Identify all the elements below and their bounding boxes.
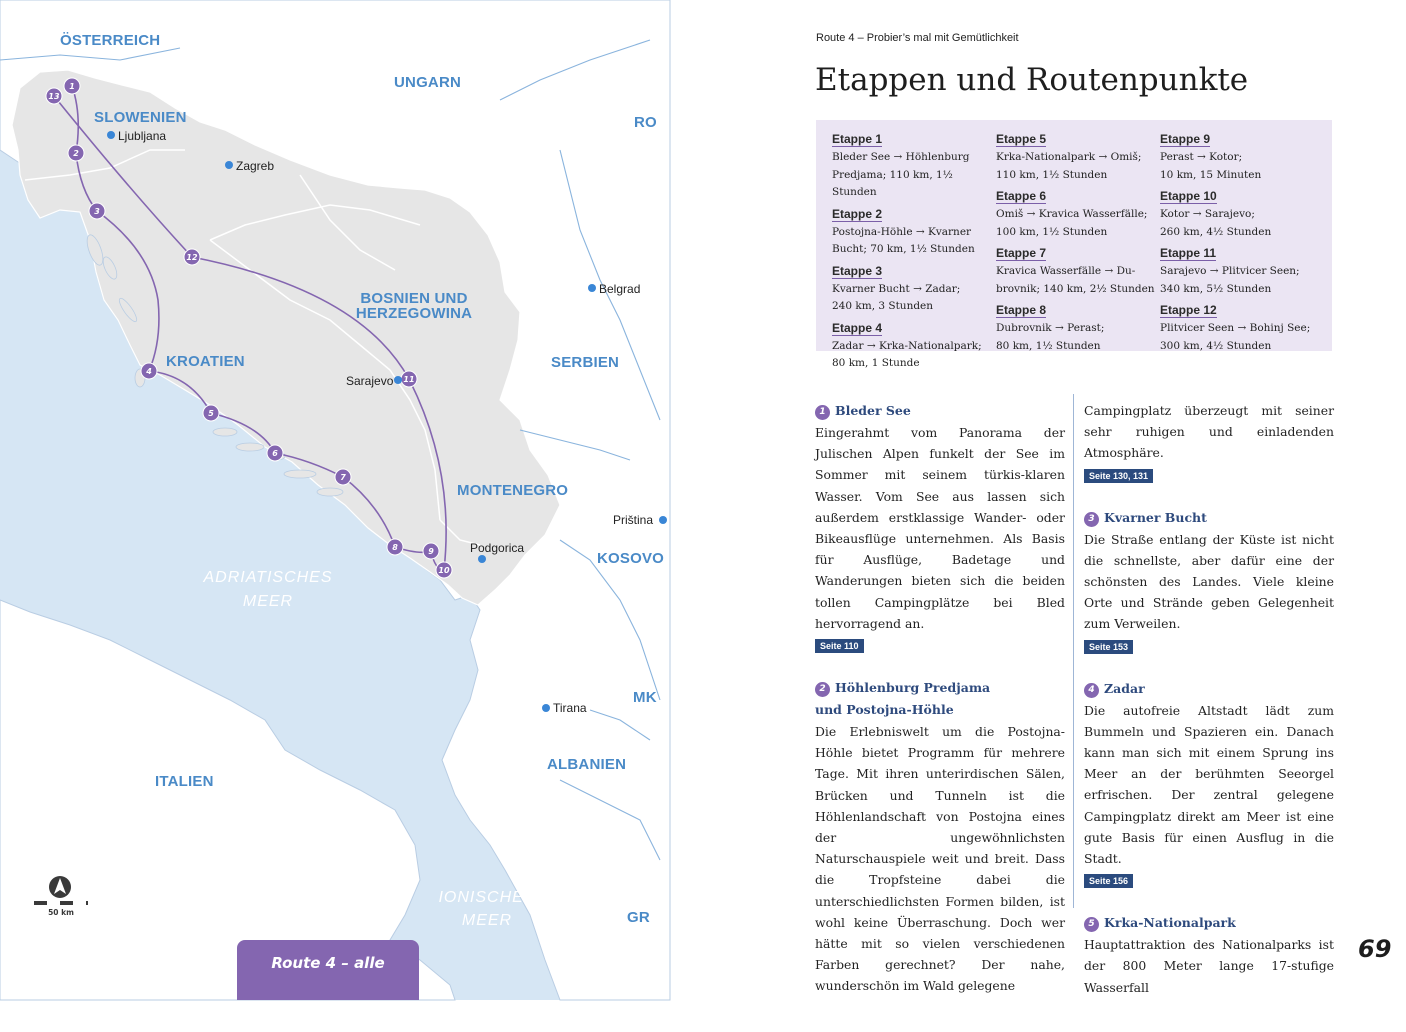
city-pristina: Priština [613,513,654,527]
section-krka [1084,912,1334,998]
stage-route: Perast → Kotor; [1160,151,1243,163]
section-title-text: Zadar [1104,680,1145,696]
city-tirana: Tirana [553,701,587,715]
stage-route: Omiš → Kravica Wasserfälle; [996,208,1148,220]
label-adriatic-1: ADRIATISCHES [203,569,333,586]
section-body: Campingplatz überzeugt mit seiner sehr ruhigen und einladenden Atmosphäre. [1084,403,1334,461]
label-north-macedonia: MK [633,689,657,706]
stage-item [1160,185,1322,241]
section-title-text: Kvarner Bucht [1104,509,1207,525]
label-ionian-2: MEER [461,912,513,929]
stage-item [996,128,1158,184]
svg-text:7: 7 [340,473,346,482]
city-dot-podgorica [478,555,486,563]
map-title: Route 4 – alle Etappen [237,940,419,1000]
number-badge: 5 [1084,917,1099,932]
stage-details: 300 km, 4½ Stunden [1160,339,1272,352]
stop-5 [203,405,219,421]
svg-text:10: 10 [438,566,450,575]
label-tyrrhenian-1: TYRRHENISCHES [21,939,171,956]
stop-9 [423,543,439,559]
stage-details: 80 km, 1½ Stunden [996,339,1101,352]
page-reference-badge: Seite 153 [1084,640,1133,654]
stage-item [832,317,994,373]
label-serbia: SERBIEN [551,354,620,371]
stop-1 [64,78,80,94]
page-number: 69 [1358,935,1392,963]
section-title-text: Krka-Nationalpark [1104,915,1236,931]
stage-details: brovnik; 140 km, 2½ Stunden [996,282,1155,295]
svg-text:12: 12 [186,253,198,262]
stage-route: Sarajevo → Plitvicer Seen; [1160,265,1300,277]
text-column-right [1084,400,1334,1022]
stage-title: Etappe 1 [832,132,883,146]
stage-route: Plitvicer Seen → Bohinj See; [1160,322,1311,334]
stop-3 [89,203,105,219]
label-slovenia: SLOWENIEN [94,109,187,126]
stage-item [1160,128,1322,184]
svg-text:3: 3 [94,207,100,216]
stop-11 [401,371,417,387]
city-belgrade: Belgrad [599,282,641,296]
section-title [1084,912,1334,934]
section-zadar [1084,678,1334,889]
stop-10 [436,562,452,578]
city-dot-sarajevo [394,376,402,384]
section-title-text: Bleder See [835,403,911,418]
stages-column-2 [996,128,1158,356]
stage-route: Zadar → Krka-Nationalpark; [832,339,982,352]
stage-item [996,185,1158,241]
stage-route: Kravica Wasserfälle → Du- [996,265,1136,277]
stage-route: Kvarner Bucht → Zadar; [832,282,961,295]
stages-box [816,120,1332,369]
section-title [1084,678,1334,700]
svg-text:8: 8 [392,543,398,552]
stop-2 [68,145,84,161]
label-austria: ÖSTERREICH [60,32,161,49]
city-dot-zagreb [225,161,233,169]
map-graphic [0,0,670,1000]
stop-7 [335,469,351,485]
label-bosnia-2: HERZEGOWINA [355,305,473,322]
section-body: Eingerahmt vom Panorama der Julischen Alpen funkelt der See im Sommer mit seinem türkis-klaren Wasser. Vom See aus lassen sich außerdem erstklassige Wander- oder Bikeausflüge unternehmen. Als Basis für Ausflüge, Badetage und Wanderungen bieten sich die beiden tollen Campingplätze bei Bled hervorragend an. [815,425,1065,631]
stage-details: 80 km, 1 Stunde [832,357,920,369]
page-title: Etappen und Routenpunkte [815,62,1249,98]
number-badge: 3 [1084,512,1099,527]
stages-column-3 [1160,128,1322,356]
page-reference-badge: Seite 130, 131 [1084,469,1153,483]
stage-title: Etappe 12 [1160,303,1217,317]
stage-route: Bleder See → Höhlenburg [832,151,970,163]
stage-title: Etappe 10 [1160,189,1217,203]
stage-details: 260 km, 4½ Stunden [1160,225,1272,238]
section-predjama [815,677,1065,997]
stage-details: 10 km, 15 Minuten [1160,168,1262,181]
running-head: Route 4 – Probier’s mal mit Gemütlichkeit [816,32,1019,44]
stage-item [996,242,1158,298]
city-dot-belgrade [588,284,596,292]
svg-text:1: 1 [69,82,75,91]
stop-4 [141,363,157,379]
section-body: Die Erlebniswelt um die Postojna-Höhle bietet Programm für mehrere Tage. Mit ihren unterirdischen Sälen, Brücken und Tunneln ist die Höhlenlandschaft von Postojna eines der ungewöhnlichsten Naturschauspiele weit und breit. Dass die Tropfsteine dabei die unterschiedlichsten Formen bilden, ist wohl keine Überraschung. Doch wer hätte mit so vielen verschiedenen Farben gerechnet? Der nahe, wunderschön im Wald gelegene [815,724,1065,994]
label-montenegro: MONTENEGRO [457,482,569,499]
svg-text:13: 13 [48,92,60,101]
stage-title: Etappe 6 [996,189,1047,203]
svg-text:4: 4 [146,367,152,376]
city-zagreb: Zagreb [236,159,275,173]
stage-item [832,203,994,259]
stage-route: Postojna-Höhle → Kvarner [832,225,972,238]
number-badge: 4 [1084,683,1099,698]
text-page [670,0,1406,1000]
section-title [815,400,1065,422]
svg-text:5: 5 [208,409,214,418]
label-greece: GR [627,909,650,926]
svg-text:9: 9 [428,547,434,556]
section-body: Die Straße entlang der Küste ist nicht die schnellste, aber dafür eine der schönsten des Landes. Viele kleine Orte und Strände geben Gelegenheit zum Verweilen. [1084,531,1334,632]
label-tyrrhenian-2: MEER [70,962,122,979]
stage-item [1160,299,1322,355]
section-body: Hauptattraktion des Nationalparks ist der 800 Meter lange 17-stufige Wasserfall [1084,937,1334,995]
north-arrow-icon [49,876,71,898]
label-kosovo: KOSOVO [597,550,665,567]
city-dot-ljubljana [107,131,115,139]
stage-title: Etappe 4 [832,320,883,335]
section-body: Die autofreie Altstadt lädt zum Bummeln und Spazieren ein. Danach kann man sich mit einem Sprung ins Meer an der berühmten Seeorgel erfrischen. Der zentral gelegene Campingplatz direkt am Meer ist eine gute Basis für einen Ausflug in die Stadt. [1084,702,1334,867]
text-column-left [815,400,1065,1021]
stop-8 [387,539,403,555]
stage-details: 340 km, 5½ Stunden [1160,282,1272,295]
route-map [0,0,670,1018]
stage-title: Etappe 2 [832,206,883,221]
city-dot-pristina [659,516,667,524]
stage-details: 240 km, 3 Stunden [832,300,934,312]
number-badge: 2 [815,682,830,697]
city-podgorica: Podgorica [470,541,525,555]
page-reference-badge: Seite 156 [1084,874,1133,888]
city-ljubljana: Ljubljana [118,129,167,143]
stage-title: Etappe 9 [1160,132,1211,146]
stage-title: Etappe 8 [996,303,1047,317]
city-dot-tirana [542,704,550,712]
stage-item [832,260,994,316]
section-title [815,677,1065,699]
section-kvarner-bucht [1084,507,1334,654]
stage-title: Etappe 3 [832,263,883,278]
label-hungary: UNGARN [394,74,462,91]
scale-label: 50 km [48,908,74,917]
label-italy: ITALIEN [155,773,214,790]
stage-details: Bucht; 70 km, 1½ Stunden [832,243,975,255]
stop-6 [267,445,283,461]
stage-item [996,299,1158,355]
stage-route: Dubrovnik → Perast; [996,322,1105,334]
stage-title: Etappe 7 [996,246,1047,260]
stage-item [832,128,994,202]
stage-item [1160,242,1322,298]
stage-route: Krka-Nationalpark → Omiš; [996,151,1142,163]
label-bosnia-1: BOSNIEN UND [360,290,468,307]
stage-details: Predjama; 110 km, 1½ Stunden [832,168,953,198]
section-bleder-see [815,400,1065,653]
label-albania: ALBANIEN [547,756,627,773]
section-title-line-2: und Postojna-Höhle [815,702,954,718]
section-title-text: Höhlenburg Predjama [835,680,991,696]
label-romania: RO [634,114,657,131]
section-predjama-continued [1084,400,1334,483]
svg-text:11: 11 [403,375,415,384]
stage-details: 100 km, 1½ Stunden [996,225,1108,238]
label-ionian-1: IONISCHES [438,889,536,906]
stop-12 [184,249,200,265]
number-badge: 1 [815,405,830,420]
column-divider [1073,394,1074,908]
svg-text:2: 2 [73,149,79,158]
stage-title: Etappe 11 [1160,246,1217,260]
city-sarajevo: Sarajevo [346,374,394,388]
stop-13 [46,88,62,104]
stage-title: Etappe 5 [996,132,1047,146]
stage-details: 110 km, 1½ Stunden [996,168,1108,181]
stage-route: Kotor → Sarajevo; [1160,208,1255,220]
label-croatia: KROATIEN [166,353,245,370]
stages-column-1 [832,128,994,374]
section-title [1084,507,1334,529]
page-reference-badge: Seite 110 [815,639,864,653]
label-adriatic-2: MEER [242,593,294,610]
svg-text:6: 6 [272,449,278,458]
